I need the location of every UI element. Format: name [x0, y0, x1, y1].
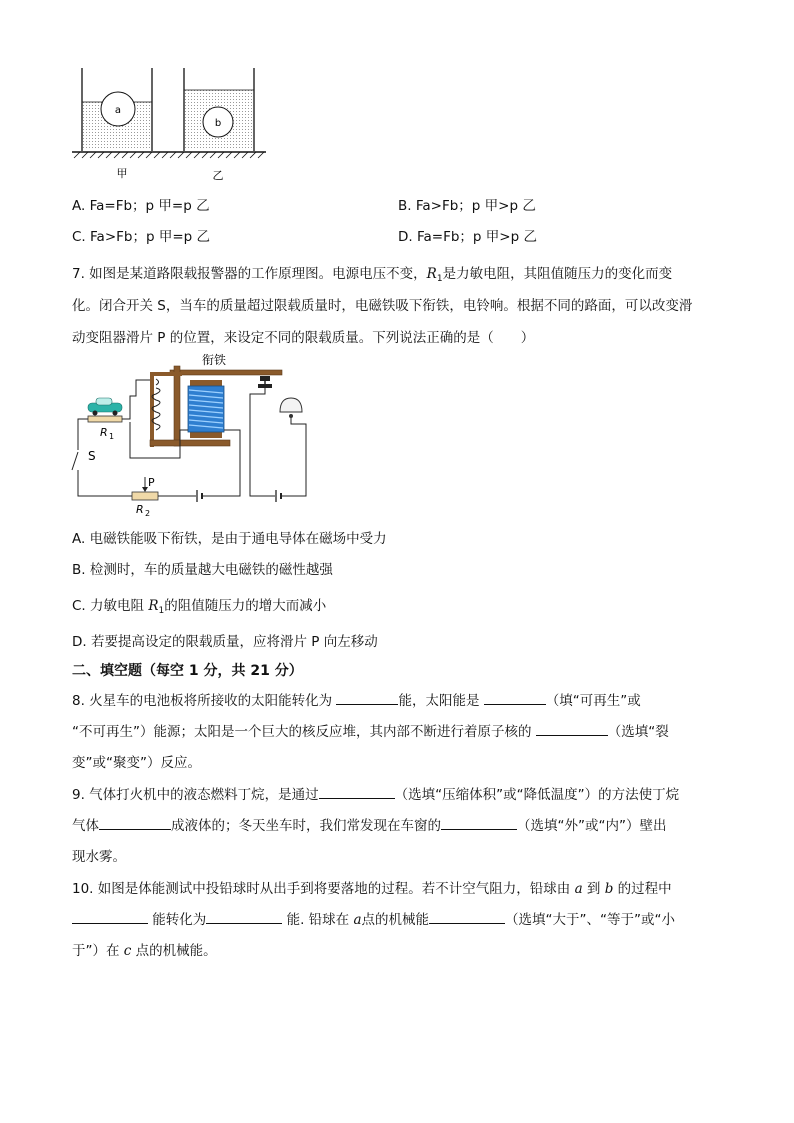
q7-option-c[interactable]: C. 力敏电阻 $R_1$的阻值随压力的增大而减小: [72, 598, 327, 616]
s-label: S: [88, 449, 96, 463]
question-10: 10. 如图是体能测试中投铅球时从出手到将要落地的过程。若不计空气阻力，铅球由 a 到 b 的过程中 能转化为 能. 铅球在 a点的机械能 （选填“大于”、“等于”或“小 于”）在 c 点的机械能。: [72, 881, 676, 959]
r1-resistor: [88, 416, 122, 422]
q7-stem-line1: 7. 如图是某道路限载报警器的工作原理图。电源电压不变，$R_1$是力敏电阻，其阻值随压力的变化而变: [72, 266, 673, 284]
option-text: Fa=Fb；p 甲=p 乙: [89, 198, 210, 214]
r1-sub: 1: [109, 432, 115, 441]
answer-blank[interactable]: [429, 909, 505, 924]
section-heading: 二、填空题（每空 1 分，共 21 分）: [72, 663, 303, 679]
r2-rheostat: [132, 492, 158, 500]
label-jia: 甲: [116, 167, 128, 180]
q7-option-b[interactable]: B. 检测时，车的质量越大电磁铁的磁性越强: [72, 562, 333, 578]
q6-option-d[interactable]: [398, 225, 537, 245]
switch-s: [72, 452, 78, 470]
r1-label: R: [100, 426, 108, 439]
r2-sub: 2: [145, 509, 151, 518]
answer-blank[interactable]: [336, 690, 398, 705]
answer-blank[interactable]: [536, 721, 608, 736]
option-letter: C.: [72, 229, 86, 245]
question-9: 9. 气体打火机中的液态燃料丁烷，是通过 （选填“压缩体积”或“降低温度”）的方法使丁烷 气体 成液体的；冬天坐车时，我们常发现在车窗的 （选填“外”或“内”）壁出 现水雾。: [72, 780, 732, 873]
ball-b-label: b: [214, 118, 222, 129]
beakers-figure: [70, 65, 270, 185]
q7-option-a[interactable]: A. 电磁铁能吸下衔铁，是由于通电导体在磁场中受力: [72, 531, 387, 547]
answer-blank[interactable]: [441, 815, 517, 830]
bell: [280, 398, 302, 412]
option-text: Fa>Fb；p 甲>p 乙: [415, 198, 536, 214]
p-label: P: [148, 476, 155, 489]
r2-label: R: [136, 503, 144, 516]
answer-blank[interactable]: [319, 784, 395, 799]
option-letter: D.: [398, 229, 413, 245]
option-letter: B.: [398, 198, 412, 214]
q7-stem-line3: 动变阻器滑片 P 的位置，来设定不同的限载质量。下列说法正确的是（ ）: [72, 330, 535, 346]
answer-blank[interactable]: [484, 690, 546, 705]
q6-option-b[interactable]: [398, 194, 536, 214]
q6-option-a[interactable]: [72, 194, 210, 214]
option-text: Fa>Fb；p 甲=p 乙: [90, 229, 210, 245]
label-yi: 乙: [212, 169, 224, 182]
q7-option-d[interactable]: D. 若要提高设定的限载质量，应将滑片 P 向左移动: [72, 634, 378, 650]
alarm-circuit-figure: [70, 350, 320, 520]
armature-label: 衔铁: [202, 353, 227, 367]
answer-blank[interactable]: [99, 815, 171, 830]
answer-blank[interactable]: [72, 909, 148, 924]
q7-stem-line2: 化。闭合开关 S，当车的质量超过限载质量时，电磁铁吸下衔铁，电铃响。根据不同的路面，可以改变滑: [72, 298, 693, 314]
option-text: Fa=Fb；p 甲>p 乙: [416, 229, 537, 245]
armature-bar: [170, 370, 282, 375]
answer-blank[interactable]: [206, 909, 282, 924]
ball-a-label: a: [114, 105, 122, 116]
q6-option-c[interactable]: [72, 225, 210, 245]
question-8: 8. 火星车的电池板将所接收的太阳能转化为 能，太阳能是 （填“可再生”或 “不可再生”）能源；太阳是一个巨大的核反应堆，其内部不断进行着原子核的 （选填“裂 变”或“聚变”）反应。: [72, 686, 732, 779]
option-letter: A.: [72, 198, 86, 214]
